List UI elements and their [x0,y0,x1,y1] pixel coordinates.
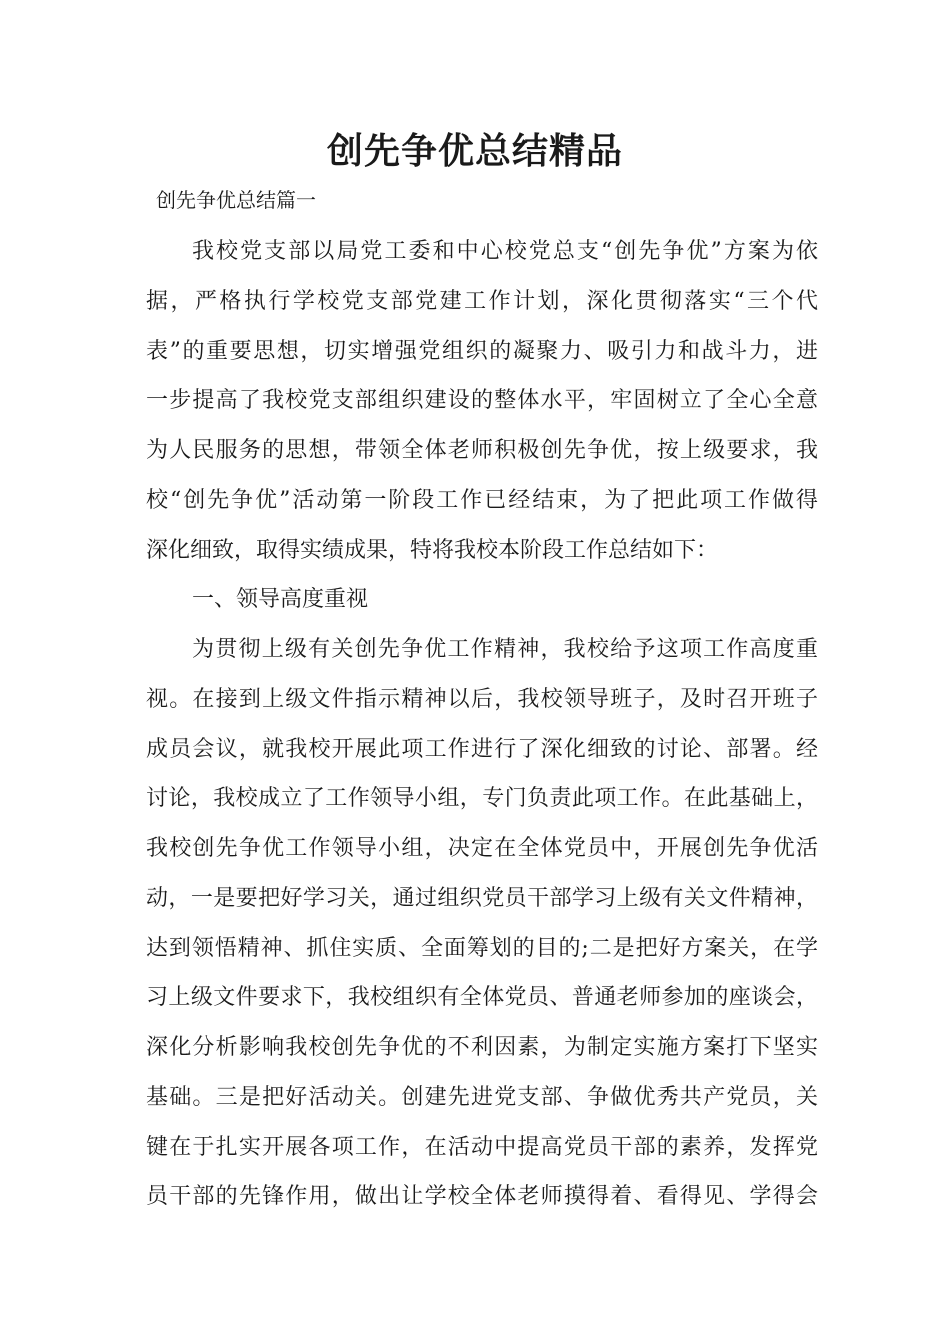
paragraph-line: 视。在接到上级文件指示精神以后，我校领导班子，及时召开班子 [146,687,818,712]
paragraph-line: 校“创先争优”活动第一阶段工作已经结束，为了把此项工作做得 [146,488,818,513]
document-subtitle: 创先争优总结篇一 [156,188,316,212]
paragraph-line: 表”的重要思想，切实增强党组织的凝聚力、吸引力和战斗力，进 [146,339,818,364]
paragraph-line: 为人民服务的思想，带领全体老师积极创先争优，按上级要求，我 [146,438,818,463]
paragraph-line: 讨论，我校成立了工作领导小组，专门负责此项工作。在此基础上， [146,786,818,811]
document-title: 创先争优总结精品 [326,131,623,172]
section-heading: 一、领导高度重视 [192,587,369,612]
paragraph-line: 习上级文件要求下，我校组织有全体党员、普通老师参加的座谈会， [146,985,818,1010]
paragraph-line: 我校创先争优工作领导小组，决定在全体党员中，开展创先争优活 [146,836,818,861]
paragraph-line: 我校党支部以局党工委和中心校党总支“创先争优”方案为依 [192,239,818,264]
paragraph-line: 据，严格执行学校党支部党建工作计划，深化贯彻落实“三个代 [146,289,818,314]
paragraph-line: 为贯彻上级有关创先争优工作精神，我校给予这项工作高度重 [192,637,818,662]
paragraph-line: 深化分析影响我校创先争优的不利因素，为制定实施方案打下坚实 [146,1035,818,1060]
paragraph-line: 员干部的先锋作用，做出让学校全体老师摸得着、看得见、学得会 [146,1184,818,1209]
paragraph-line: 键在于扎实开展各项工作，在活动中提高党员干部的素养，发挥党 [146,1135,818,1160]
paragraph-line: 动，一是要把好学习关，通过组织党员干部学习上级有关文件精神， [146,886,818,911]
paragraph-line: 深化细致，取得实绩成果，特将我校本阶段工作总结如下： [146,538,719,563]
paragraph-line: 成员会议，就我校开展此项工作进行了深化细致的讨论、部署。经 [146,737,818,762]
paragraph-line: 达到领悟精神、抓住实质、全面筹划的目的;二是把好方案关，在学 [146,936,818,961]
paragraph-line: 基础。三是把好活动关。创建先进党支部、争做优秀共产党员，关 [146,1085,818,1110]
paragraph-line: 一步提高了我校党支部组织建设的整体水平，牢固树立了全心全意 [146,388,818,413]
